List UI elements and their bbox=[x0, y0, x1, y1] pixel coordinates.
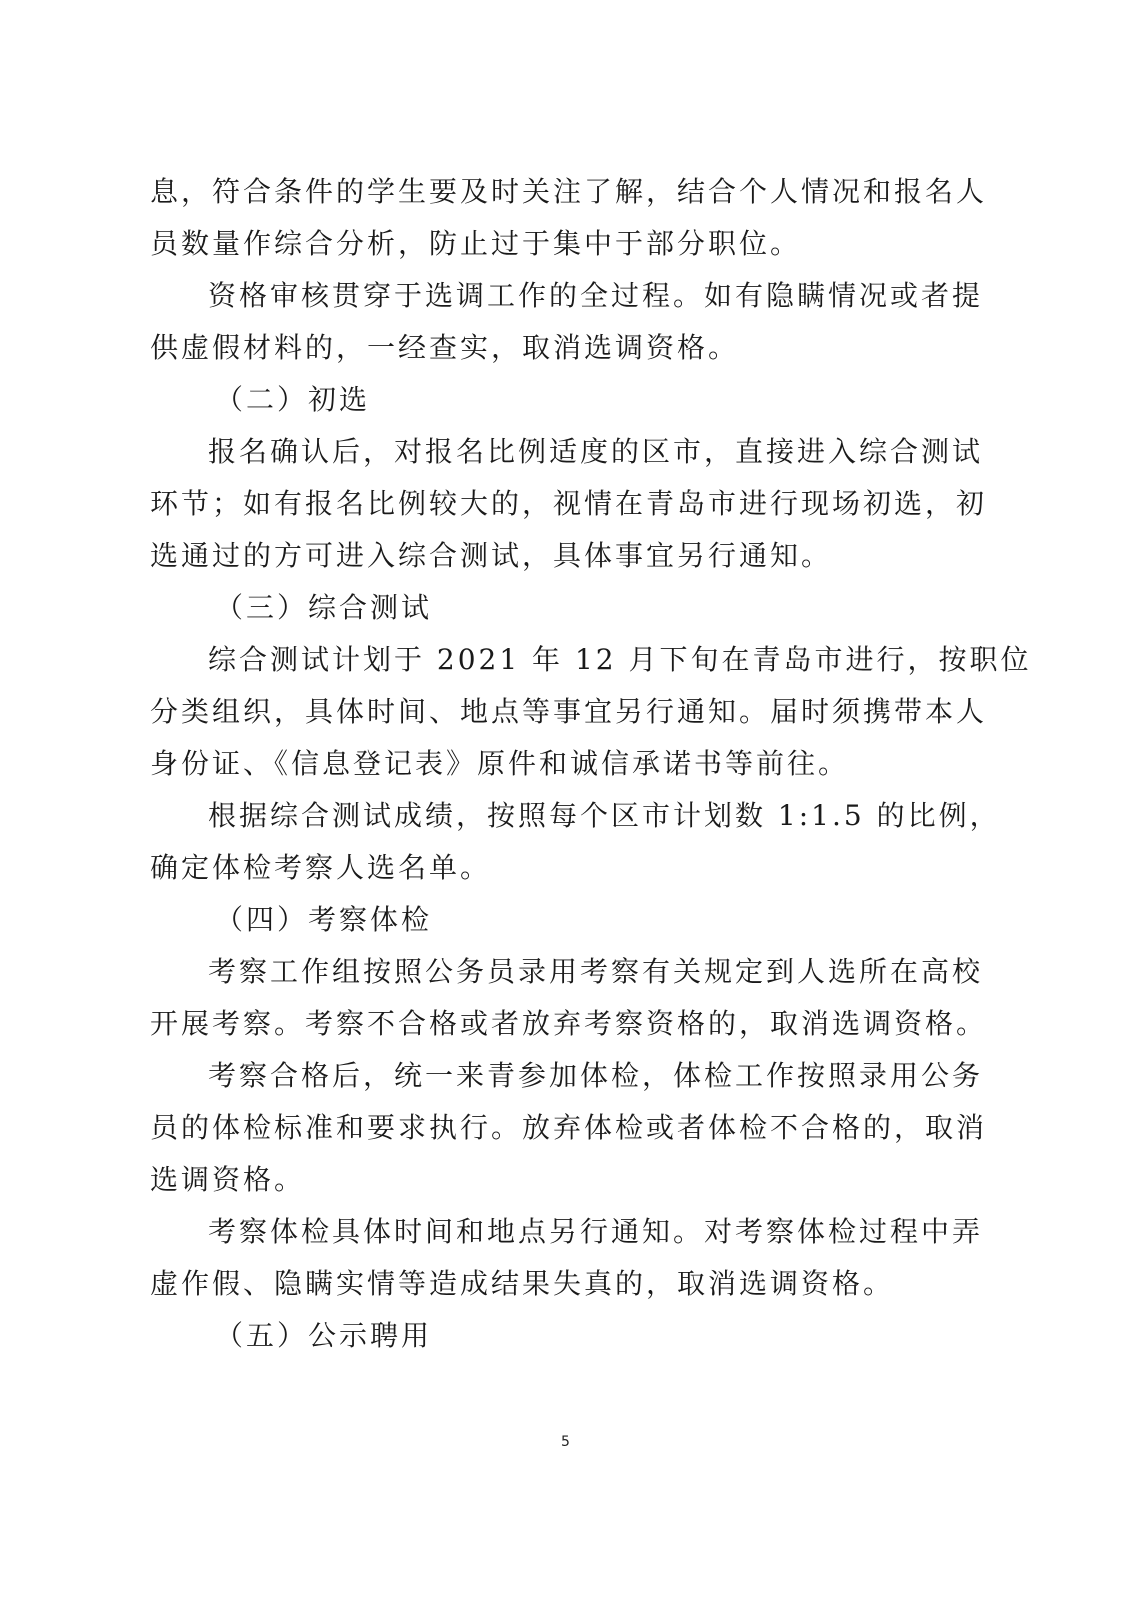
text-line: 考察合格后，统一来青参加体检，体检工作按照录用公务 bbox=[208, 1059, 984, 1092]
text-line: 开展考察。考察不合格或者放弃考察资格的，取消选调资格。 bbox=[150, 1007, 988, 1040]
text-line: 息，符合条件的学生要及时关注了解，结合个人情况和报名人 bbox=[150, 175, 988, 208]
section-heading: （二）初选 bbox=[215, 383, 371, 416]
page-number: 5 bbox=[561, 1434, 570, 1450]
text-line: 综合测试计划于 2021 年 12 月下旬在青岛市进行，按职位 bbox=[208, 643, 1032, 676]
text-line: 考察工作组按照公务员录用考察有关规定到人选所在高校 bbox=[208, 955, 984, 988]
text-line: 选通过的方可进入综合测试，具体事宜另行通知。 bbox=[150, 539, 833, 572]
text-line: 考察体检具体时间和地点另行通知。对考察体检过程中弄 bbox=[208, 1215, 984, 1248]
text-line: 员数量作综合分析，防止过于集中于部分职位。 bbox=[150, 227, 802, 260]
section-heading: （三）综合测试 bbox=[215, 591, 433, 624]
text-line: 虚作假、隐瞒实情等造成结果失真的，取消选调资格。 bbox=[150, 1267, 895, 1300]
text-line: 根据综合测试成绩，按照每个区市计划数 1:1.5 的比例， bbox=[208, 799, 1001, 832]
text-line: 员的体检标准和要求执行。放弃体检或者体检不合格的，取消 bbox=[150, 1111, 988, 1144]
text-line: 环节；如有报名比例较大的，视情在青岛市进行现场初选，初 bbox=[150, 487, 988, 520]
text-line: 分类组织，具体时间、地点等事宜另行通知。届时须携带本人 bbox=[150, 695, 988, 728]
section-heading: （五）公示聘用 bbox=[215, 1319, 433, 1352]
section-heading: （四）考察体检 bbox=[215, 903, 433, 936]
text-line: 报名确认后，对报名比例适度的区市，直接进入综合测试 bbox=[208, 435, 984, 468]
text-line: 资格审核贯穿于选调工作的全过程。如有隐瞒情况或者提 bbox=[208, 279, 984, 312]
text-line: 身份证、《信息登记表》原件和诚信承诺书等前往。 bbox=[150, 747, 850, 780]
text-line: 选调资格。 bbox=[150, 1163, 306, 1196]
text-line: 供虚假材料的，一经查实，取消选调资格。 bbox=[150, 331, 740, 364]
text-line: 确定体检考察人选名单。 bbox=[150, 851, 492, 884]
